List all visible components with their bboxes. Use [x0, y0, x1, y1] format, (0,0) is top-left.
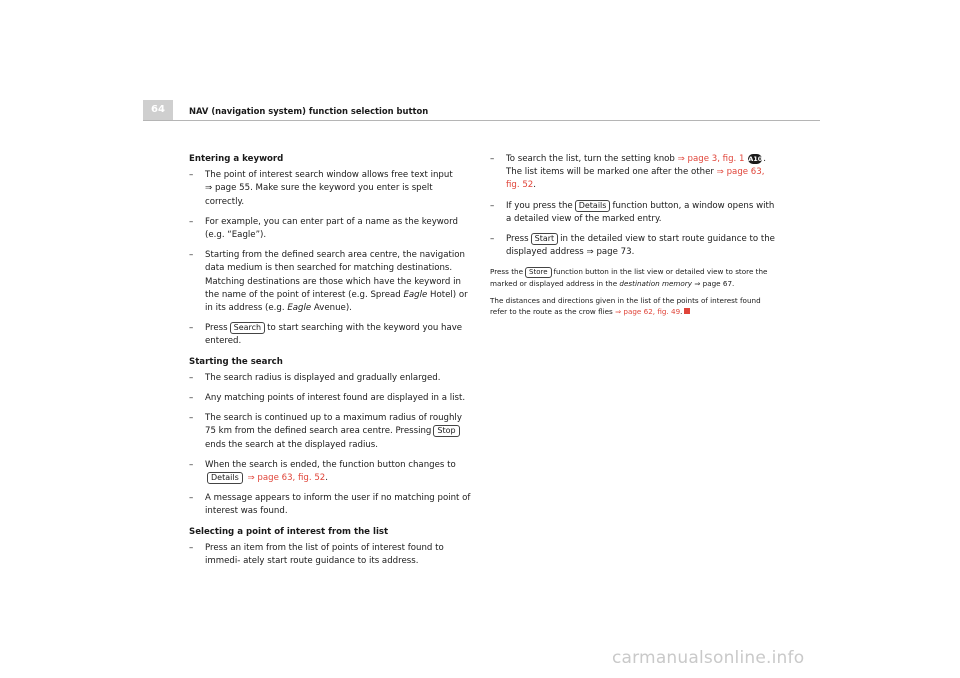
- arrow-icon: ⇒: [716, 167, 724, 178]
- end-marker-icon: [684, 308, 690, 314]
- page-link[interactable]: ⇒ page 3, fig. 1: [677, 154, 745, 164]
- dash-bullet: –: [189, 250, 194, 261]
- arrow-icon: ⇒: [677, 154, 685, 164]
- left-column: [189, 153, 471, 575]
- list-item: – Press an item from the list of points of interest found to immedi- ately start route guidance to its address.: [189, 542, 444, 567]
- store-key: Store: [525, 267, 552, 278]
- dash-bullet: –: [189, 393, 194, 404]
- search-key: Search: [230, 322, 265, 334]
- list-item: – Starting from the defined search area centre, the navigation data medium is then searched for matching destinations. Matching destinations are those which have the keyword in the name of the point of interest (e.g. Spread Eagle Hotel) or in its address (e.g. Eagle Avenue).: [189, 250, 468, 314]
- dash-bullet: –: [189, 170, 194, 181]
- dash-bullet: –: [189, 216, 194, 227]
- details-key: Details: [207, 472, 243, 484]
- page-link[interactable]: ⇒ page 62, fig. 49: [615, 307, 681, 317]
- page-number: 64: [143, 100, 173, 120]
- list-item: – The point of interest search window allows free text input ⇒ page 55. Make sure the keyword you enter is spelt correctly.: [189, 170, 453, 207]
- page-link[interactable]: ⇒ page 63, fig. 52: [506, 167, 765, 191]
- store-note: Press the Store function button in the list view or detailed view to store the marked or displayed address in the destination memory ⇒ page 67.: [490, 267, 768, 289]
- list-item: – Press Start in the detailed view to start route guidance to the displayed address ⇒ page 73.: [490, 234, 775, 258]
- start-key: Start: [531, 233, 559, 245]
- list-item: – When the search is ended, the function button changes to Details ⇒ page 63, fig. 52.: [189, 459, 456, 484]
- arrow-icon: ⇒: [247, 473, 255, 484]
- page-link[interactable]: ⇒ page 63, fig. 52: [247, 473, 326, 484]
- list-item: – Any matching points of interest found are displayed in a list.: [189, 392, 471, 405]
- arrow-icon: ⇒: [694, 279, 701, 289]
- list-item: – A message appears to inform the user if no matching point of interest was found.: [189, 493, 471, 517]
- right-column: [490, 153, 775, 323]
- stop-key: Stop: [433, 425, 459, 437]
- dash-bullet: –: [189, 413, 194, 424]
- dash-bullet: –: [490, 234, 495, 245]
- dash-bullet: –: [189, 459, 194, 470]
- search-heading: Starting the search: [189, 356, 283, 367]
- knob-badge-icon: A10: [748, 155, 763, 163]
- running-title: NAV (navigation system) function selection button: [189, 106, 429, 116]
- dash-bullet: –: [189, 323, 194, 334]
- list-item: – If you press the Details function button, a window opens with a detailed view of the marked entry.: [490, 200, 775, 224]
- list-item: – For example, you can enter part of a name as the keyword (e.g. “Eagle”).: [189, 216, 458, 241]
- select-heading: Selecting a point of interest from the list: [189, 526, 389, 537]
- dash-bullet: –: [189, 542, 194, 553]
- list-item: – The search is continued up to a maximum radius of roughly 75 km from the defined search area centre. Pressing Stopends the search at the displayed radius.: [189, 413, 462, 450]
- list-item: – To search the list, turn the setting knob ⇒ page 3, fig. 1 A10. The list items will be marked one after the other ⇒ page 63, fig. 52.: [490, 154, 766, 191]
- list-item: – Press Search to start searching with the keyword you have entered.: [189, 323, 463, 347]
- keyword-heading: Entering a keyword: [189, 154, 284, 164]
- watermark: carmanualsonline.info: [612, 648, 805, 668]
- list-item: – The search radius is displayed and gradually enlarged.: [189, 372, 471, 385]
- distance-note: The distances and directions given in the list of the points of interest found refer to the route as the crow flies ⇒ page 62, fig. 49.: [490, 296, 761, 317]
- dash-bullet: –: [189, 372, 194, 383]
- dash-bullet: –: [490, 200, 495, 211]
- arrow-icon: ⇒: [615, 307, 622, 317]
- arrow-icon: ⇒: [586, 247, 594, 258]
- arrow-icon: ⇒: [205, 183, 213, 194]
- dash-bullet: –: [189, 493, 194, 504]
- details-key: Details: [575, 200, 611, 212]
- dash-bullet: –: [490, 154, 495, 164]
